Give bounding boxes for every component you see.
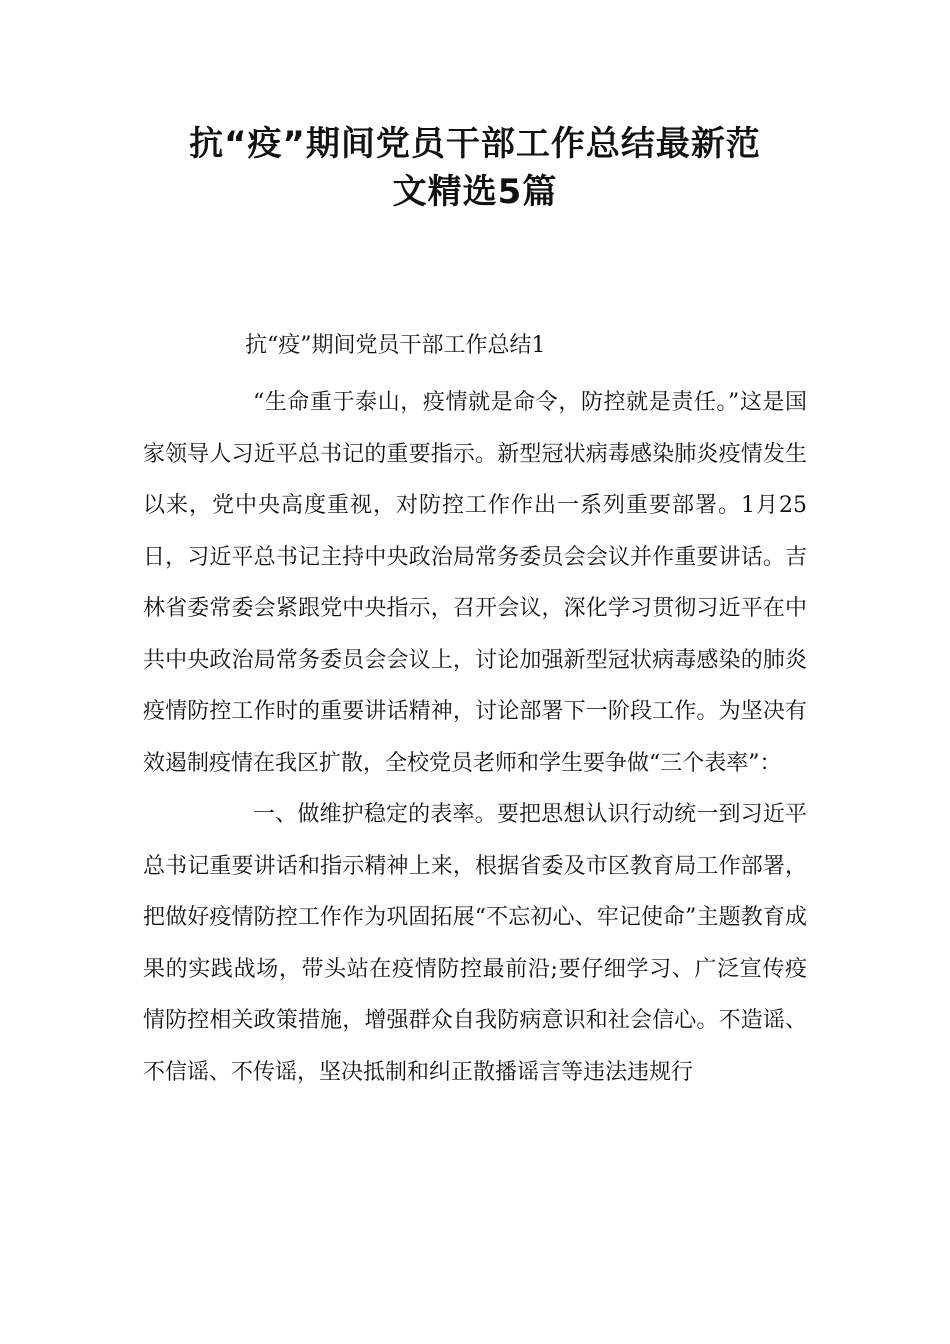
- document-title: [140, 120, 810, 216]
- document-body: [143, 377, 807, 1098]
- document-title-line-1: 抗“疫”期间党员干部工作总结最新范: [189, 124, 761, 164]
- section-heading: 抗“疫”期间党员干部工作总结1: [245, 333, 546, 358]
- paragraph-1: “生命重于泰山，疫情就是命令，防控就是责任。”这是国家领导人习近平总书记的重要指示。新型冠状病毒感染肺炎疫情发生以来，党中央高度重视，对防控工作作出一系列重要部署。1月25日，习近平总书记主持中央政治局常务委员会会议并作重要讲话。吉林省委常委会紧跟党中央指示，召开会议，深化学习贯彻习近平在中共中央政治局常务委员会会议上，讨论加强新型冠状病毒感染的肺炎疫情防控工作时的重要讲话精神，讨论部署下一阶段工作。为坚决有效遏制疫情在我区扩散，全校党员老师和学生要争做“三个表率”：: [143, 390, 807, 776]
- paragraph-2: 一、做维护稳定的表率。要把思想认识行动统一到习近平总书记重要讲话和指示精神上来，根据省委及市区教育局工作部署，把做好疫情防控工作作为巩固拓展“不忘初心、牢记使命”主题教育成果的实践战场，带头站在疫情防控最前沿;要仔细学习、广泛宣传疫情防控相关政策措施，增强群众自我防病意识和社会信心。不造谣、不信谣、不传谣，坚决抵制和纠正散播谣言等违法违规行: [143, 802, 807, 1085]
- document-title-line-2: 文精选5篇: [392, 172, 558, 212]
